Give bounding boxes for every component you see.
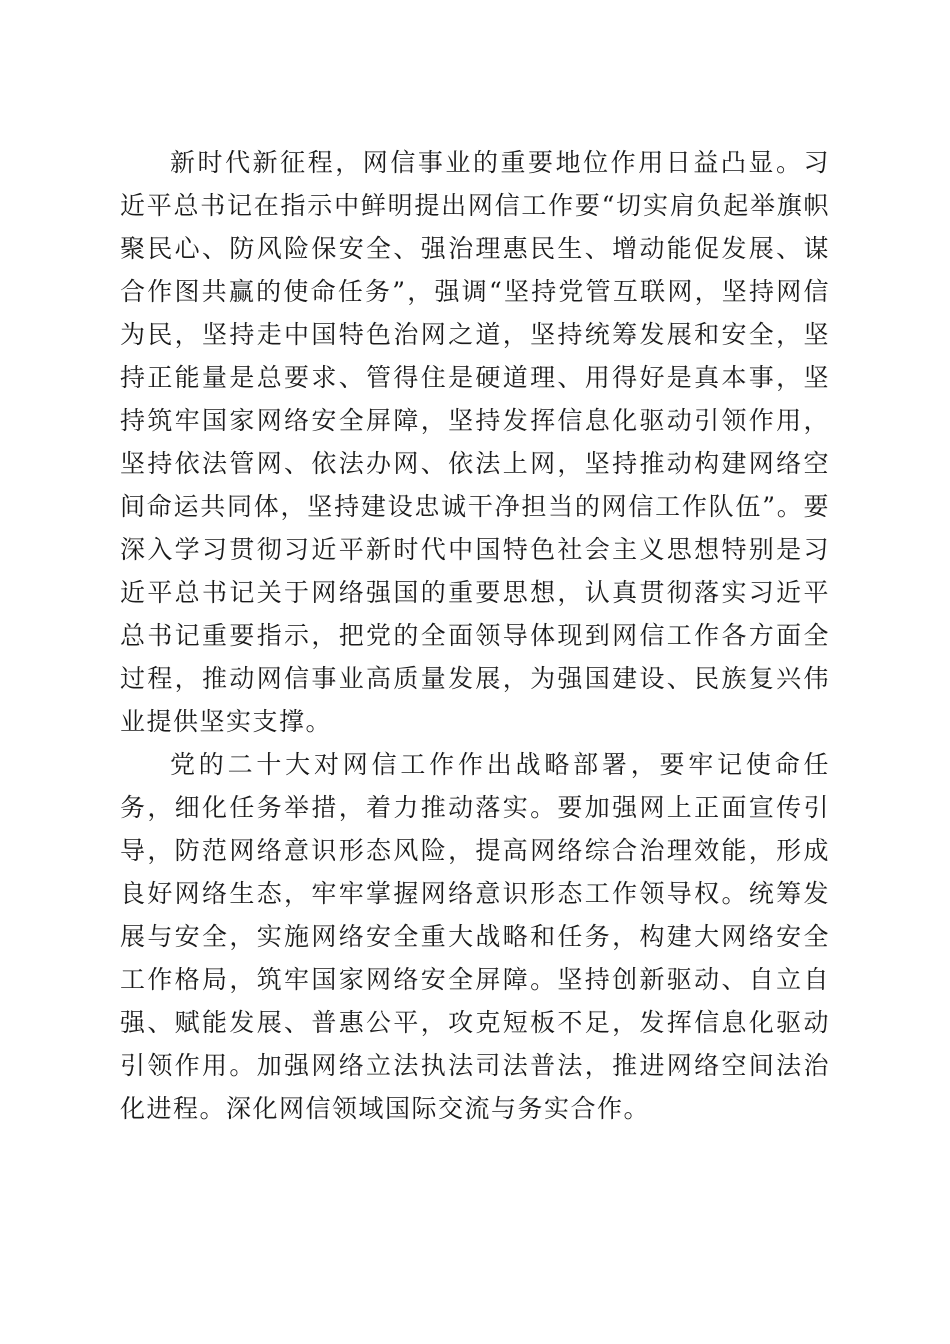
paragraph-1: 新时代新征程，网信事业的重要地位作用日益凸显。习近平总书记在指示中鲜明提出网信工作要“切实肩负起举旗帜聚民心、防风险保安全、强治理惠民生、增动能促发展、谋合作图共赢的使命任务”，强调“坚持党管互联网，坚持网信为民，坚持走中国特色治网之道，坚持统筹发展和安全，坚持正能量是总要求、管得住是硬道理、用得好是真本事，坚持筑牢国家网络安全屏障，坚持发挥信息化驱动引领作用，坚持依法管网、依法办网、依法上网，坚持推动构建网络空间命运共同体，坚持建设忠诚干净担当的网信工作队伍”。要深入学习贯彻习近平新时代中国特色社会主义思想特别是习近平总书记关于网络强国的重要思想，认真贯彻落实习近平总书记重要指示，把党的全面领导体现到网信工作各方面全过程，推动网信事业高质量发展，为强国建设、民族复兴伟业提供坚实支撑。 bbox=[120, 148, 830, 736]
document-body bbox=[120, 141, 830, 1130]
paragraph-2: 党的二十大对网信工作作出战略部署，要牢记使命任务，细化任务举措，着力推动落实。要加强网上正面宣传引导，防范网络意识形态风险，提高网络综合治理效能，形成良好网络生态，牢牢掌握网络意识形态工作领导权。统筹发展与安全，实施网络安全重大战略和任务，构建大网络安全工作格局，筑牢国家网络安全屏障。坚持创新驱动、自立自强、赋能发展、普惠公平，攻克短板不足，发挥信息化驱动引领作用。加强网络立法执法司法普法，推进网络空间法治化进程。深化网信领域国际交流与务实合作。 bbox=[120, 750, 830, 1123]
